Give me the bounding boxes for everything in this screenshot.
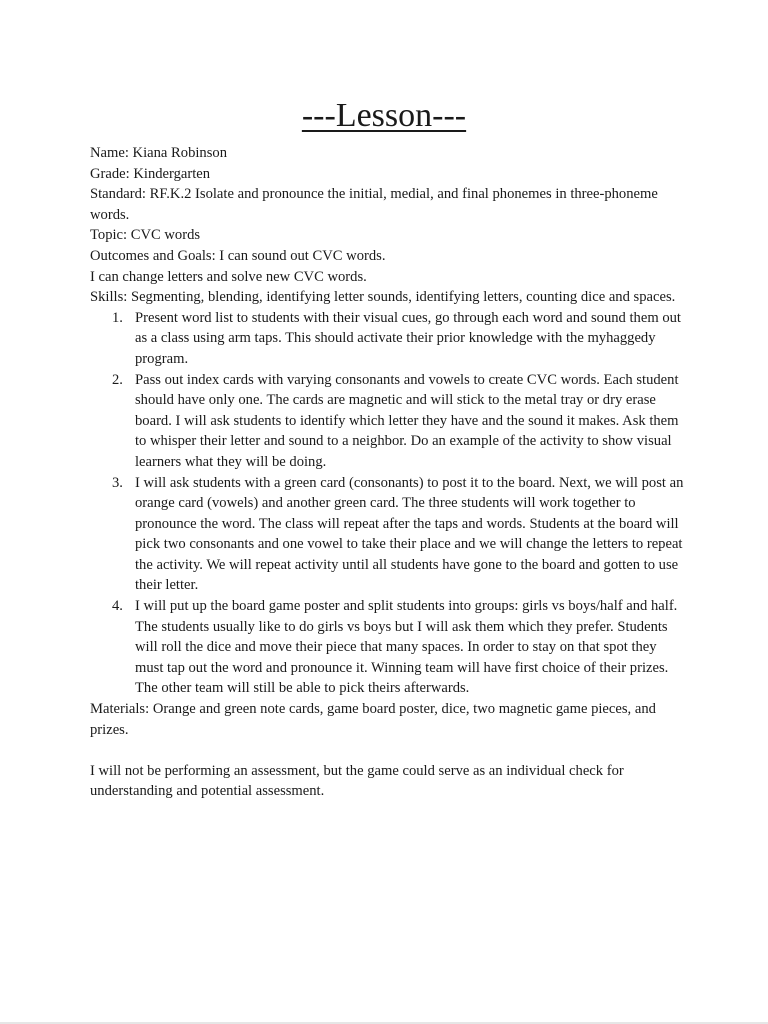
step-text: I will ask students with a green card (consonants) to post it to the board. Next, we will post an orange card (vowels) and another green card. The three students will work together to pronounce the word. The class will repeat after the taps and words. Students at the board will pick two consonants and one vowel to take their place and we will change the letters to repeat the activity. We will repeat activity until all students have gone to the board and gotten to use their letter. xyxy=(135,474,684,594)
step-number: 4. xyxy=(112,598,123,615)
materials: Materials: Orange and green note cards, game board poster, dice, two magnetic game pieces, and prizes. xyxy=(90,701,656,738)
assessment-note: I will not be performing an assessment, but the game could serve as an individual check for understanding and potential assessment. xyxy=(90,762,624,800)
step-text: I will put up the board game poster and split students into groups: girls vs boys/half and half. The students usually like to do girls vs boys but I will ask them which they prefer. Students will roll the dice and move their piece that many spaces. In order to stay on that spot they must tap out the word and pronounce it. Winning team will have first choice of their prizes. The other team will still be able to pick theirs afterwards. xyxy=(135,598,678,697)
procedure-step xyxy=(90,473,688,597)
procedure-step xyxy=(90,308,688,370)
step-number: 3. xyxy=(112,474,123,491)
procedure-step xyxy=(90,596,688,699)
outcomes-and-goals: Outcomes and Goals: I can sound out CVC words. xyxy=(90,247,386,264)
procedure-list xyxy=(90,308,688,699)
document-body xyxy=(90,143,688,802)
grade-level: Grade: Kindergarten xyxy=(90,165,211,182)
step-text: Pass out index cards with varying consonants and vowels to create CVC words. Each student should have only one. The cards are magnetic and will stick to the metal tray or dry erase board. I will ask students to identify which letter they have and the sound it makes. Ask them to whisper their letter and sound to a neighbor. Do an example of the activity to show visual learners what they will be doing. xyxy=(135,371,679,470)
topic: Topic: CVC words xyxy=(90,227,201,244)
procedure-step xyxy=(90,370,688,473)
paragraph-spacer xyxy=(90,740,688,761)
standard: Standard: RF.K.2 Isolate and pronounce the initial, medial, and final phonemes in three-phoneme words. xyxy=(90,186,658,223)
teacher-name: Name: Kiana Robinson xyxy=(90,145,227,161)
page-title: ---Lesson--- xyxy=(301,97,467,134)
step-number: 2. xyxy=(112,371,123,388)
skills: Skills: Segmenting, blending, identifying letter sounds, identifying letters, counting dice and spaces. xyxy=(90,289,676,306)
outcomes-and-goals-continued: I can change letters and solve new CVC words. xyxy=(90,268,367,285)
step-number: 1. xyxy=(112,309,123,326)
step-text: Present word list to students with their visual cues, go through each word and sound them out as a class using arm taps. This should activate their prior knowledge with the myhaggedy program. xyxy=(135,309,681,367)
